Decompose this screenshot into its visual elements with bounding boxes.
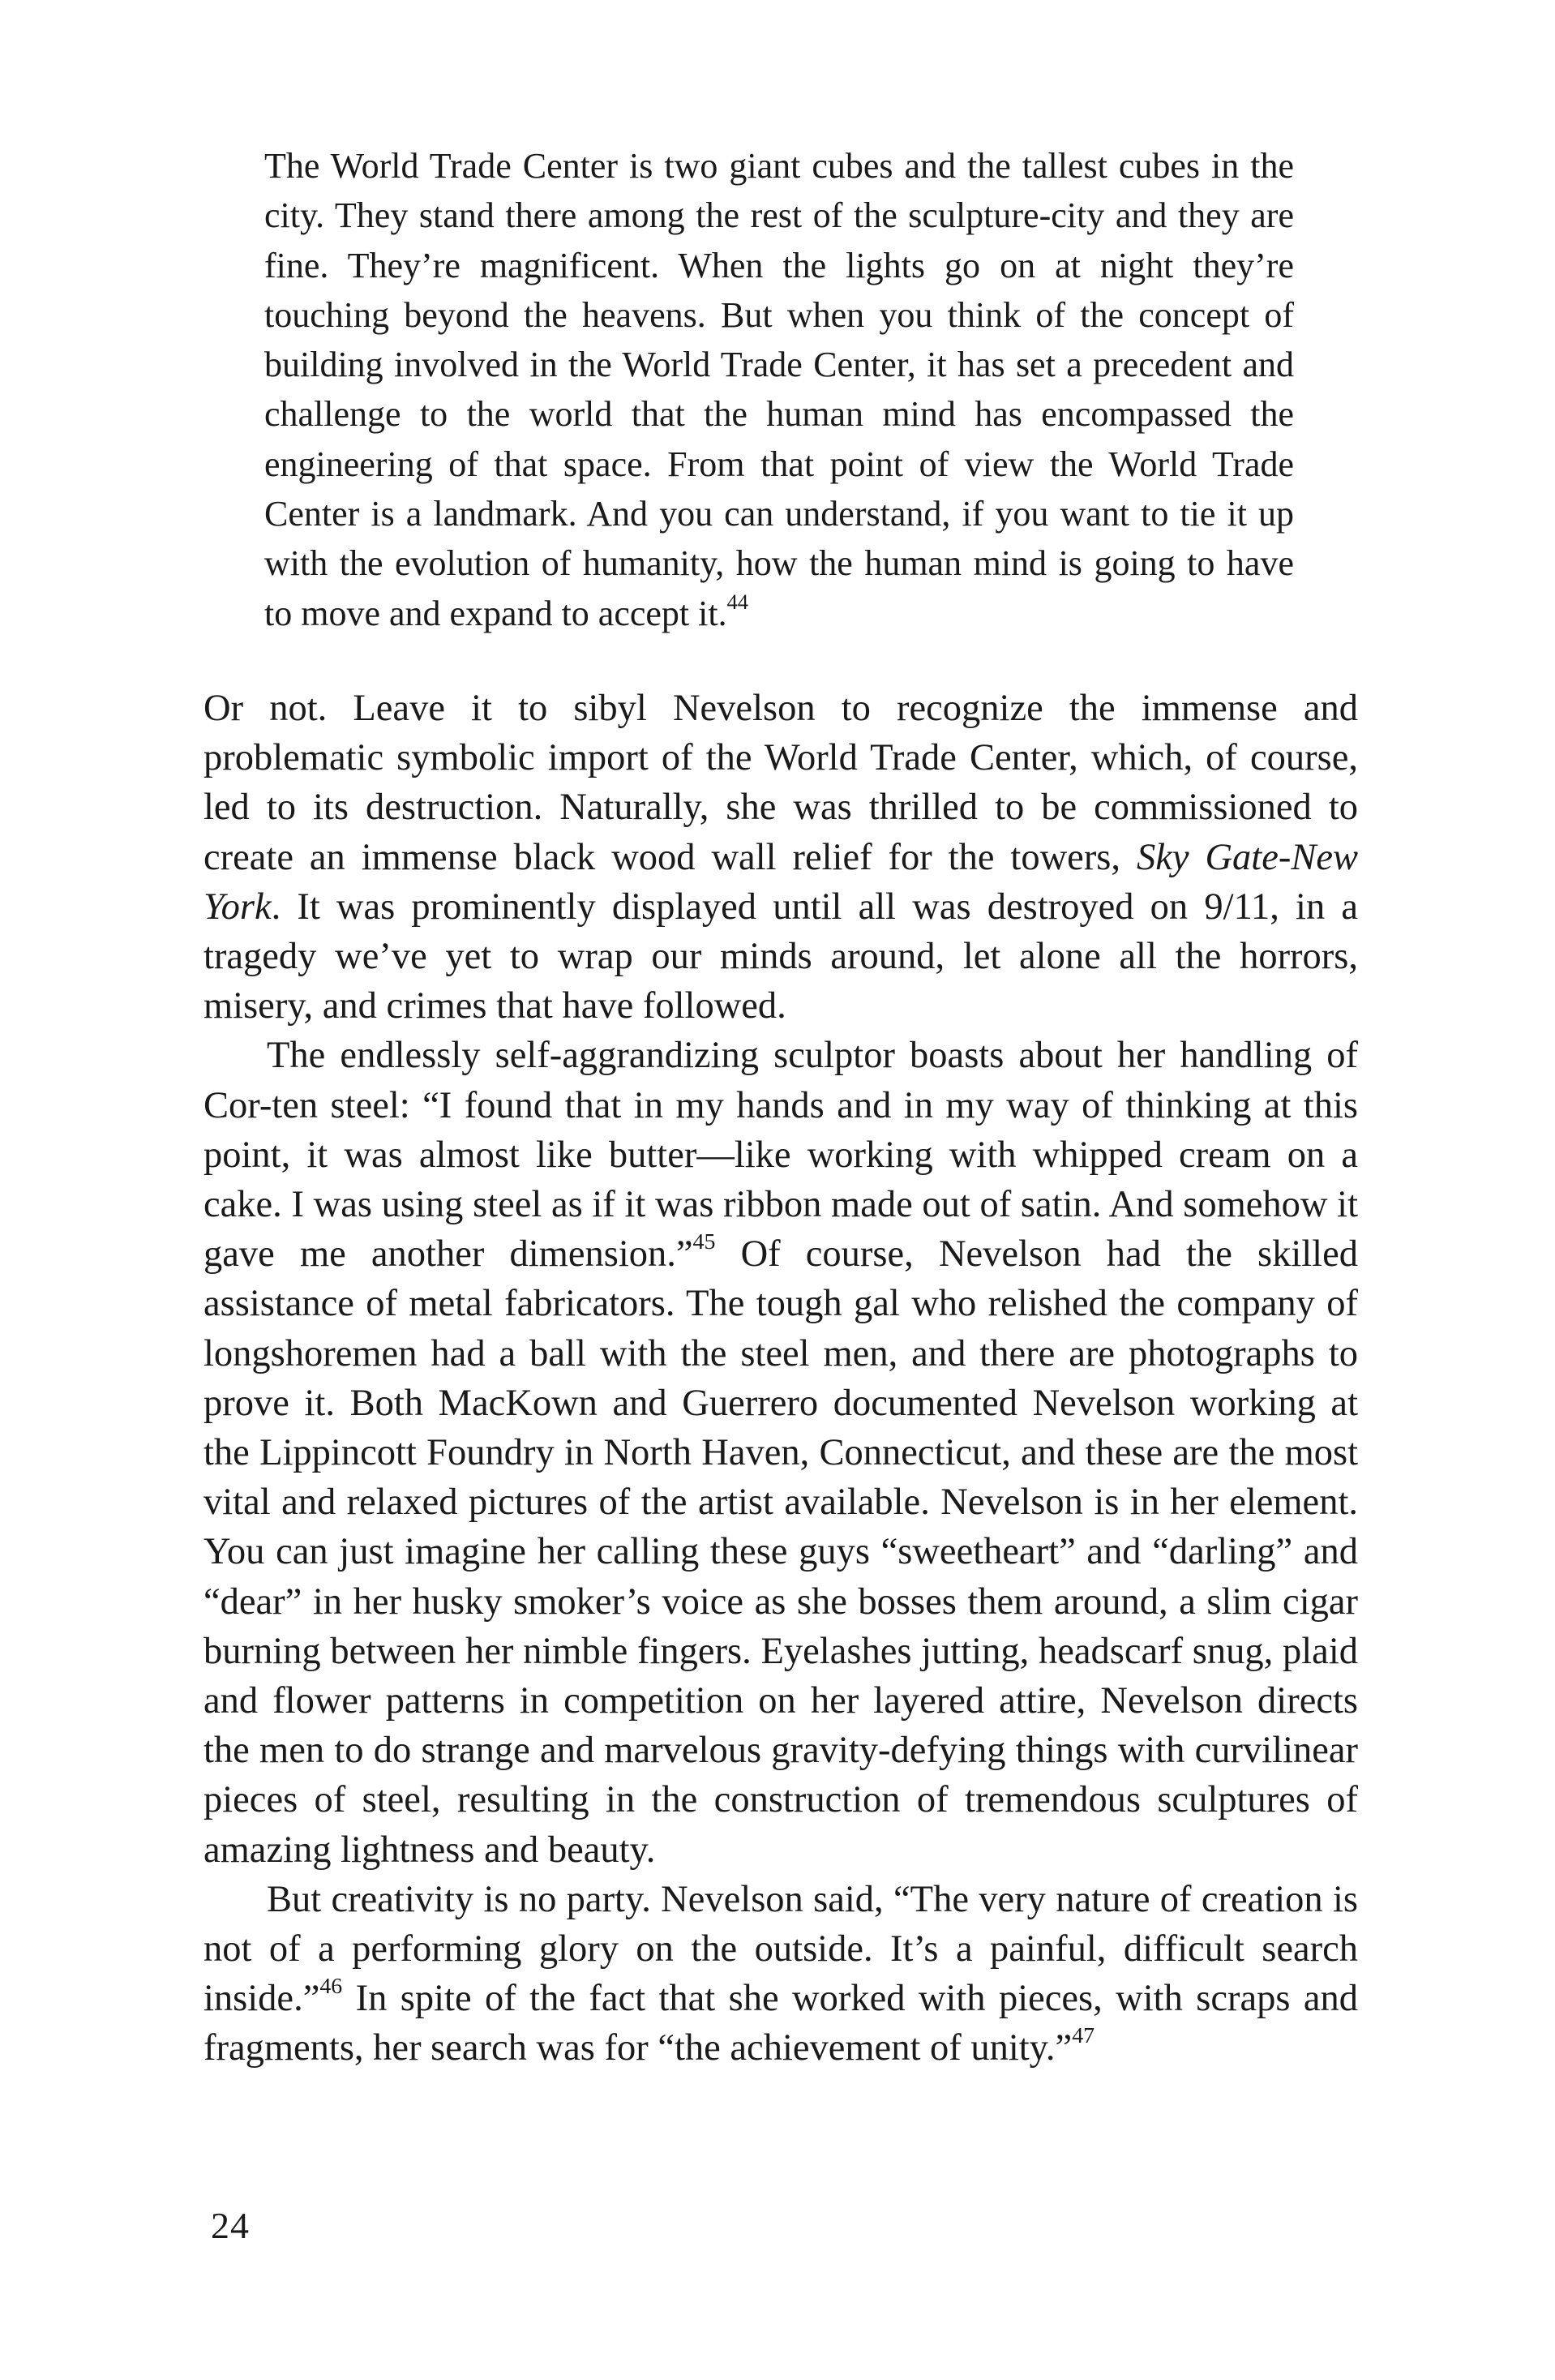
- footnote-ref-47: 47: [1072, 2023, 1095, 2049]
- paragraph-3: [203, 1875, 1358, 2073]
- paragraph-3-text-a: But creativity is no party. Nevelson said, “The very nature of creation is not of a performing glory on the outside. It’s a painful, difficult search inside.”: [203, 1878, 1358, 2020]
- paragraph-3-text-b: In spite of the fact that she worked with pieces, with scraps and fragments, her search was for “the achievement of unity.”: [203, 1978, 1358, 2069]
- artwork-title: Sky Gate-New York: [203, 836, 1358, 928]
- paragraph-1-text-a: Or not. Leave it to sibyl Nevelson to recognize the immense and problematic symbolic import of the World Trade Center, which, of course, led to its destruction. Naturally, she was thrilled to be commissioned to create an immense black wood wall relief for the towers,: [203, 688, 1358, 878]
- paragraph-2-text-b: Of course, Nevelson had the skilled assistance of metal fabricators. The tough gal who relished the company of longshoremen had a ball with the steel men, and there are photographs to prove it. Both MacKown and Guerrero documented Nevelson working at the Lippincott Foundry in North Haven, Connecticut, and these are the most vital and relaxed pictures of the artist available. Nevelson is in her element. You can just imagine her calling these guys “sweetheart” and “darling” and “dear” in her husky smoker’s voice as she bosses them around, a slim cigar burning between her nimble fingers. Eyelashes jutting, headscarf snug, plaid and flower patterns in competition on her layered attire, Nevelson directs the men to do strange and marvelous gravity-defying things with curvilinear pieces of steel, resulting in the construction of tremendous sculptures of amazing lightness and beauty.: [203, 1233, 1358, 1871]
- paragraph-1: [203, 684, 1358, 1031]
- paragraph-1-text-b: . It was prominently displayed until all was destroyed on 9/11, in a tragedy we’ve yet to wrap our minds around, let alone all the horrors, misery, and crimes that have followed.: [203, 886, 1358, 1027]
- page-number: 24: [211, 2205, 250, 2246]
- footnote-ref-45: 45: [692, 1229, 716, 1255]
- block-quote-text: The World Trade Center is two giant cubes and the tallest cubes in the city. They stand there among the rest of the sculpture-city and they are fine. They’re magnificent. When the lights go on at night they’re touching beyond the heavens. But when you think of the concept of building involved in the World Trade Center, it has set a precedent and challenge to the world that the human mind has encompassed the engineering of that space. From that point of view the World Trade Center is a landmark. And you can understand, if you want to tie it up with the evolution of humanity, how the human mind is going to have to move and expand to accept it.: [264, 146, 1294, 633]
- paragraph-2: [203, 1031, 1358, 1874]
- body-text: [203, 684, 1358, 2073]
- footnote-ref-44: 44: [726, 589, 748, 614]
- paragraph-2-text-a: The endlessly self-aggrandizing sculptor boasts about her handling of Cor-ten steel: “I found that in my hands and in my way of thinking at this point, it was almost like butter—like working with whipped cream on a cake. I was using steel as if it was ribbon made out of satin. And somehow it gave me another dimension.”: [203, 1035, 1358, 1276]
- block-quote: [264, 141, 1294, 638]
- footnote-ref-46: 46: [319, 1974, 343, 2000]
